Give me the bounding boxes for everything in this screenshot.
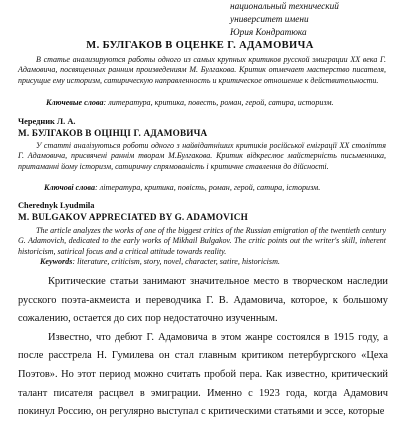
ua-keywords <box>44 183 320 192</box>
ru-keywords-label: Ключевые слова <box>46 98 104 107</box>
ua-author: Чередник Л. А. <box>18 117 76 126</box>
ua-abstract: У статті аналізуються роботи одного з найвідатніших критиків російської еміграції ХХ століття Г. Адамовича, присвячені раннім творам М.Булгакова. Критик відкреслює майстерність письменника, притаманні йому історизм, сатиричну спрямованість і критичне ставлення до дійсності. <box>18 141 386 171</box>
body-paragraph: Известно, что дебют Г. Адамовича в этом жанре состоялся в 1915 году, а после расстрела Н. Гумилева он стал главным критиком петербургского «Цеха Поэтов». Но этот период можно считать пробой пера. Как известно, критический талант писателя расцвел в эмиграции. Именно с 1923 года, когда Адамович покинул Россию, он регулярно выступал с критическими статьями и эссе, которые <box>18 331 388 418</box>
ru-keywords-text: : литература, критика, повесть, роман, герой, сатира, историзм. <box>103 98 334 107</box>
ru-abstract: В статье анализируются работы одного из самых крупных критиков русской эмиграции XX века Г. Адамовича, посвященных ранним произведениям М. Булгакова. Критик отмечает мастерство писателя, присущие ему историзм, сатирическую направленность и критическое отношение к действительности. <box>18 55 386 85</box>
author-affiliation <box>230 1 395 40</box>
en-title: M. BULGAKOV APPRECIATED BY G. ADAMOVICH <box>18 212 248 222</box>
affiliation-line: Юрия Кондратюка <box>230 28 307 38</box>
en-author: Cherednyk Lyudmila <box>18 201 95 210</box>
body-paragraph: Критические статьи занимают значительное место в творческом наследии русского поэта-акмеиста и переводчика Г. В. Адамовича, которое, к большому сожалению, остается до сих пор недостаточно изученным. <box>18 276 388 325</box>
affiliation-line: университет имени <box>230 15 309 25</box>
ua-keywords-label: Ключові слова <box>44 183 96 192</box>
ru-title: М. БУЛГАКОВ В ОЦЕНКЕ Г. АДАМОВИЧА <box>86 40 314 51</box>
en-keywords-text: : literature, criticism, story, novel, character, satire, historicism. <box>72 257 280 266</box>
en-abstract: The article analyzes the works of one of the biggest critics of the Russian emigration of the twentieth century G. Adamovich, dedicated to the early works of Mikhail Bulgakov. The critic points out the writer's skill, inherent historicism, satirical focus and a critical attitude towards reality. <box>18 226 386 256</box>
ua-keywords-text: : література, критика, повість, роман, герой, сатира, історизм. <box>95 183 321 192</box>
body-text <box>18 273 388 422</box>
ru-keywords <box>46 98 334 107</box>
affiliation-line: национальный технический <box>230 2 339 12</box>
ua-title: М. БУЛГАКОВ В ОЦІНЦІ Г. АДАМОВИЧА <box>18 128 208 138</box>
en-keywords <box>40 257 280 266</box>
en-keywords-label: Keywords <box>40 257 73 266</box>
